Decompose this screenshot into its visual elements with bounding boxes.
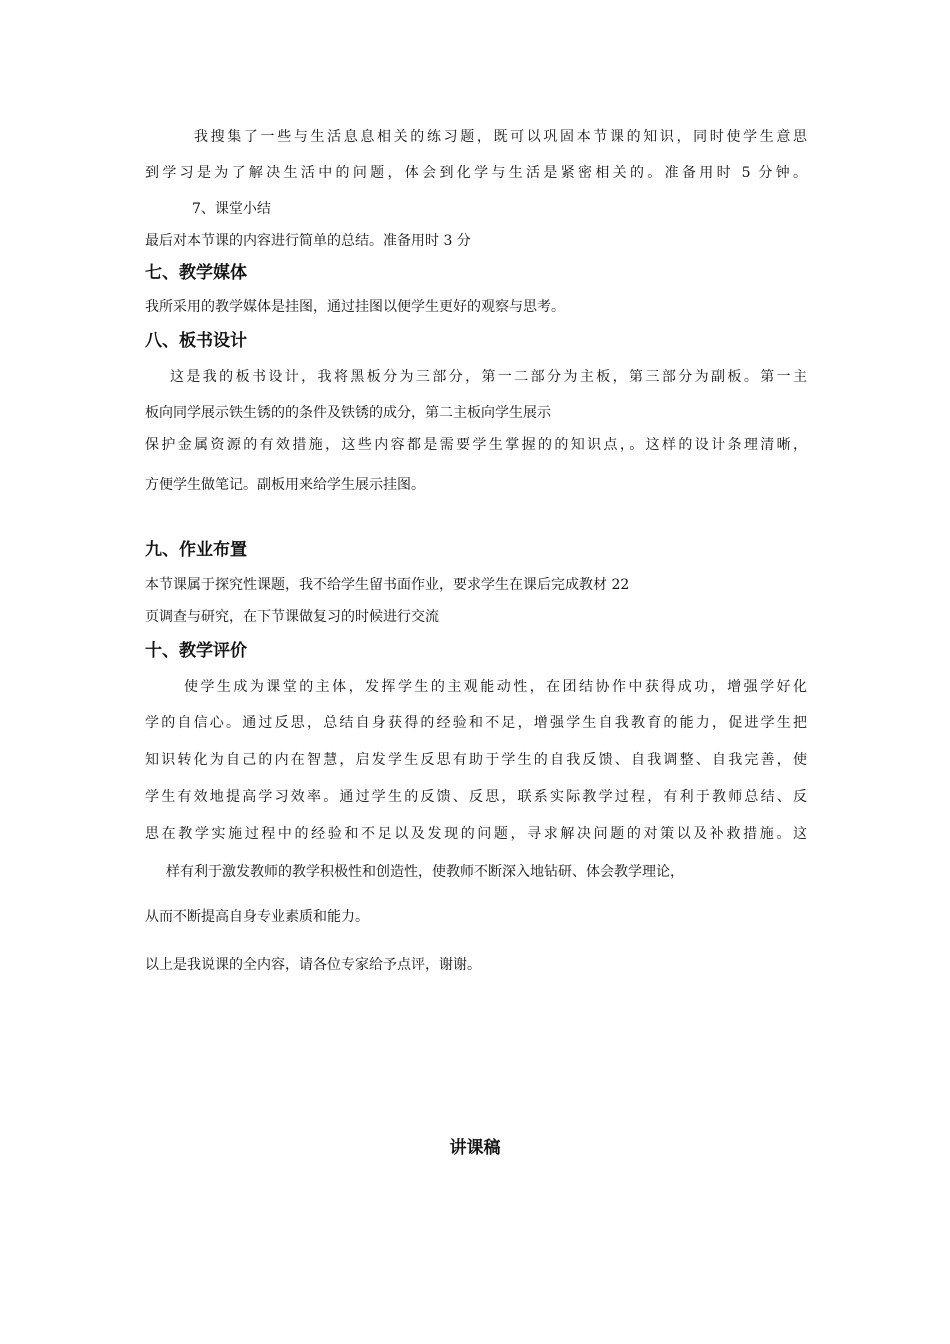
board-line-4: 方便学生做笔记。副板用来给学生展示挂图。 bbox=[145, 477, 425, 493]
summary-text: 最后对本节课的内容进行简单的总结。准备用时 3 分 bbox=[145, 233, 471, 249]
evaluation-line-7: 从而不断提高自身专业素质和能力。 bbox=[145, 909, 369, 925]
section-heading-board: 八、板书设计 bbox=[145, 331, 247, 351]
evaluation-line-3: 知识转化为自己的内在智慧，启发学生反思有助于学生的自我反馈、自我调整、自我完善，使 bbox=[145, 752, 807, 768]
board-line-1: 这是我的板书设计，我将黑板分为三部分，第一二部分为主板，第三部分为副板。第一主 bbox=[170, 369, 807, 385]
media-text: 我所采用的教学媒体是挂图，通过挂图以便学生更好的观察与思考。 bbox=[145, 299, 565, 315]
section-heading-media: 七、教学媒体 bbox=[145, 263, 247, 283]
board-line-3: 保护金属资源的有效措施，这些内容都是需要学生掌握的的知识点，。这样的设计条理清晰， bbox=[145, 437, 807, 453]
homework-line-2: 页调查与研究，在下节课做复习的时候进行交流 bbox=[145, 609, 439, 625]
closing-text: 以上是我说课的全内容，请各位专家给予点评，谢谢。 bbox=[145, 957, 481, 973]
next-document-title: 讲课稿 bbox=[449, 1138, 501, 1158]
evaluation-line-4: 学生有效地提高学习效率。通过学生的反馈、反思，联系实际教学过程，有利于教师总结、反 bbox=[145, 789, 807, 805]
practice-line-2: 到学习是为了解决生活中的问题，体会到化学与生活是紧密相关的。准备用时 5 分钟。 bbox=[145, 165, 807, 181]
evaluation-line-2: 学的自信心。通过反思，总结自身获得的经验和不足，增强学生自我教育的能力，促进学生把 bbox=[145, 715, 807, 731]
summary-label: 7、课堂小结 bbox=[192, 201, 271, 217]
evaluation-line-1: 使学生成为课堂的主体，发挥学生的主观能动性，在团结协作中获得成功，增强学好化 bbox=[184, 679, 807, 695]
section-heading-homework: 九、作业布置 bbox=[145, 540, 247, 560]
homework-line-1: 本节课属于探究性课题，我不给学生留书面作业，要求学生在课后完成教材 22 bbox=[145, 577, 630, 593]
board-line-2: 板向同学展示铁生锈的的条件及铁锈的成分，第二主板向学生展示 bbox=[145, 405, 551, 421]
evaluation-line-6: 样有利于激发教师的教学积极性和创造性，使教师不断深入地钻研、体会教学理论， bbox=[166, 864, 684, 880]
practice-line-1: 我搜集了一些与生活息息相关的练习题，既可以巩固本节课的知识，同时使学生意思 bbox=[194, 129, 807, 145]
evaluation-line-5: 思在教学实施过程中的经验和不足以及发现的问题，寻求解决问题的对策以及补救措施。这 bbox=[145, 826, 807, 842]
section-heading-evaluation: 十、教学评价 bbox=[145, 641, 247, 661]
